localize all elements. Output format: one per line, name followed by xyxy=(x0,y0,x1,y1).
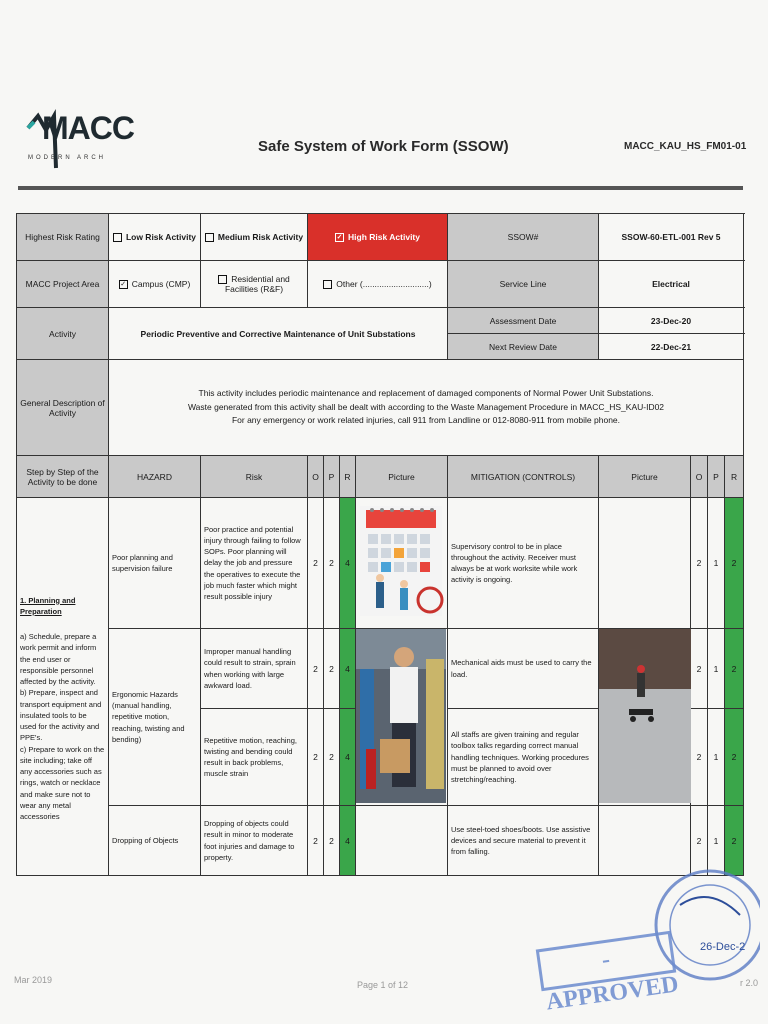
p-cell: 2 xyxy=(324,806,340,876)
col-header-picture: Picture xyxy=(356,456,448,498)
p-cell: 2 xyxy=(324,498,340,629)
checkbox-empty-icon[interactable] xyxy=(113,233,122,242)
step-b: b) Prepare, inspect and transport equipment and insulated tools to be used for the activity and PPE's. xyxy=(20,688,102,743)
risk-cell: Repetitive motion, reaching, twisting and bending could result in back problems, muscle strain xyxy=(201,709,308,806)
col-header-p: P xyxy=(324,456,340,498)
o2-cell: 2 xyxy=(691,498,708,629)
picture-empty xyxy=(356,806,448,876)
r-cell: 4 xyxy=(340,709,356,806)
p-cell: 2 xyxy=(324,629,340,709)
activity-value: Periodic Preventive and Corrective Maintenance of Unit Substations xyxy=(109,308,448,360)
r-cell: 4 xyxy=(340,629,356,709)
step-description xyxy=(17,498,109,876)
table-row xyxy=(17,629,744,709)
hazard-cell: Dropping of Objects xyxy=(109,806,201,876)
footer-page-number: Page 1 of 12 xyxy=(357,980,409,990)
o-cell: 2 xyxy=(308,806,324,876)
service-line-label: Service Line xyxy=(448,261,599,308)
assessment-date-label: Assessment Date xyxy=(448,308,599,334)
hazard-cell: Poor planning and supervision failure xyxy=(109,498,201,629)
step-c: c) Prepare to work on the site including; take off any accessories such as rings, watch or necklace and make sure not to wear any metal accessories xyxy=(20,744,105,822)
ssow-table xyxy=(16,213,744,876)
document-code: MACC_KAU_HS_FM01-01 xyxy=(624,141,747,152)
manual-handling-picture xyxy=(356,629,448,806)
col-header-r: R xyxy=(340,456,356,498)
seal-date: 26-Dec-2 xyxy=(700,941,746,953)
ssow-label: SSOW# xyxy=(448,214,599,261)
o2-cell: 2 xyxy=(691,709,708,806)
col-header-step: Step by Step of the Activity to be done xyxy=(17,456,109,498)
p-cell: 2 xyxy=(324,709,340,806)
col-header-p-2: P xyxy=(708,456,725,498)
o-cell: 2 xyxy=(308,709,324,806)
step-heading: 1. Planning and Preparation xyxy=(20,595,76,616)
checkbox-empty-icon[interactable] xyxy=(205,233,214,242)
campus-option[interactable]: ✓ Campus (CMP) xyxy=(109,261,201,308)
description-line-3: For any emergency or work related injuries, call 911 from Landline or 012-8080-911 from mobile phone. xyxy=(231,415,621,426)
worker-pushing-trolley-photo-icon xyxy=(599,629,691,803)
planning-picture xyxy=(356,498,448,629)
high-risk-option[interactable]: ✓ High Risk Activity xyxy=(308,214,448,261)
trolley-picture xyxy=(599,629,691,806)
checkbox-empty-icon[interactable] xyxy=(323,280,332,289)
col-header-risk: Risk xyxy=(201,456,308,498)
o2-cell: 2 xyxy=(691,806,708,876)
medium-risk-option[interactable]: Medium Risk Activity xyxy=(201,214,308,261)
checkbox-checked-icon[interactable]: ✓ xyxy=(120,281,127,289)
col-header-o: O xyxy=(308,456,324,498)
table-row xyxy=(17,498,744,629)
risk-cell: Poor practice and potential injury through failing to follow SOPs. Poor planning will delay the job and pressure the operatives to execute the job much faster which might result possible injury xyxy=(201,498,308,629)
activity-label: Activity xyxy=(17,308,109,360)
worker-lifting-box-photo-icon xyxy=(356,629,446,803)
risk-rating-label: Highest Risk Rating xyxy=(17,214,109,261)
checkbox-checked-icon[interactable]: ✓ xyxy=(336,234,343,242)
o2-cell: 2 xyxy=(691,629,708,709)
description-line-1: This activity includes periodic maintenance and replacement of damaged components of Normal Power Unit Substations. xyxy=(198,388,654,399)
footer-date: Mar 2019 xyxy=(14,975,53,985)
page-title: Safe System of Work Form (SSOW) xyxy=(258,138,509,155)
p2-cell: 1 xyxy=(708,806,725,876)
p2-cell: 1 xyxy=(708,629,725,709)
r-cell: 4 xyxy=(340,806,356,876)
logo-subtext: MODERN ARCH xyxy=(28,155,107,161)
footer-version: r 2.0 xyxy=(740,978,759,988)
next-review-value: 22-Dec-21 xyxy=(599,334,744,360)
o-cell: 2 xyxy=(308,498,324,629)
r2-cell: 2 xyxy=(725,709,744,806)
col-header-mitigation: MITIGATION (CONTROLS) xyxy=(448,456,599,498)
low-risk-option[interactable]: Low Risk Activity xyxy=(109,214,201,261)
general-description-text xyxy=(109,360,744,456)
p2-cell: 1 xyxy=(708,498,725,629)
col-header-hazard: HAZARD xyxy=(109,456,201,498)
r2-cell: 2 xyxy=(725,806,744,876)
description-line-2: Waste generated from this activity shall be dealt with according to the Waste Management Procedure in MACC_HS_KAU-ID02 xyxy=(187,401,665,412)
mitigation-cell: Supervisory control to be in place throughout the activity. Receiver must always be at work worksite while work activity is ongoing. xyxy=(448,498,599,629)
mitigation-cell: Mechanical aids must be used to carry the load. xyxy=(448,629,599,709)
approved-stamp: -APPROVED xyxy=(536,931,677,992)
header-divider xyxy=(18,186,743,190)
o-cell: 2 xyxy=(308,629,324,709)
mitigation-picture-empty xyxy=(599,498,691,629)
assessment-date-value: 23-Dec-20 xyxy=(599,308,744,334)
table-row xyxy=(17,806,744,876)
r2-cell: 2 xyxy=(725,498,744,629)
ssow-number: SSOW-60-ETL-001 Rev 5 xyxy=(599,214,744,261)
mitigation-cell: All staffs are given training and regular toolbox talks regarding correct manual handling techniques. Working procedures must be planned to avoid over stretching/reaching. xyxy=(448,709,599,806)
col-header-picture-2: Picture xyxy=(599,456,691,498)
residential-option[interactable]: Residential and Facilities (R&F) xyxy=(201,261,308,308)
risk-cell: Dropping of objects could result in minor to moderate foot injuries and damage to property. xyxy=(201,806,308,876)
r2-cell: 2 xyxy=(725,629,744,709)
checkbox-empty-icon[interactable] xyxy=(218,275,227,284)
project-area-label: MACC Project Area xyxy=(17,261,109,308)
col-header-o-2: O xyxy=(691,456,708,498)
other-option[interactable]: Other (............................) xyxy=(308,261,448,308)
next-review-label: Next Review Date xyxy=(448,334,599,360)
step-a: a) Schedule, prepare a work permit and inform the end user or responsible personnel affected by the activity. xyxy=(20,632,97,687)
mitigation-cell: Use steel-toed shoes/boots. Use assistive devices and secure material to prevent it from falling. xyxy=(448,806,599,876)
logo-text: MACC xyxy=(42,110,134,146)
service-line-value: Electrical xyxy=(599,261,744,308)
risk-cell: Improper manual handling could result to strain, sprain when working with large awkward load. xyxy=(201,629,308,709)
general-description-label: General Description of Activity xyxy=(17,360,109,456)
calendar-planning-illustration-icon xyxy=(356,498,446,626)
p2-cell: 1 xyxy=(708,709,725,806)
r-cell: 4 xyxy=(340,498,356,629)
col-header-r-2: R xyxy=(725,456,744,498)
hazard-cell: Ergonomic Hazards (manual handling, repetitive motion, reaching, twisting and bending) xyxy=(109,629,201,806)
